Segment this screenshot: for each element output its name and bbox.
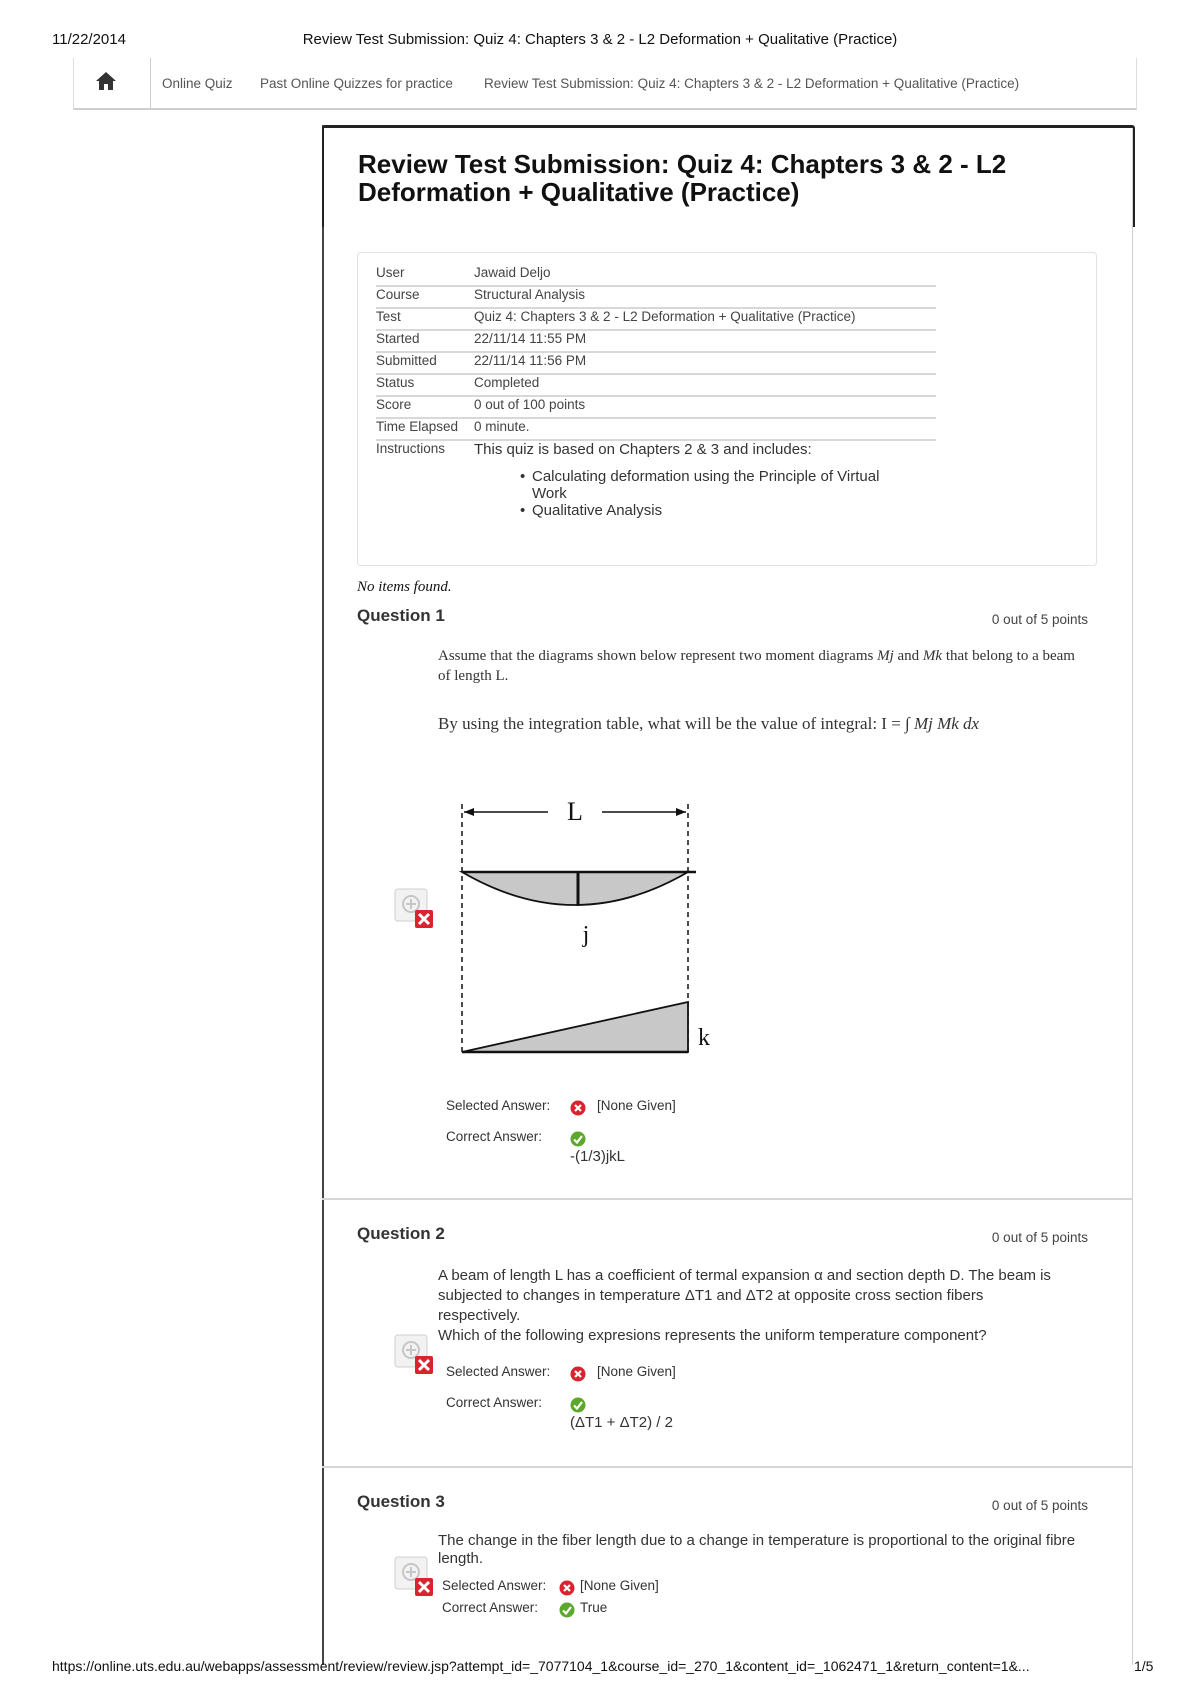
correct-answer-label: Correct Answer: <box>446 1395 543 1410</box>
question-divider <box>322 1466 1133 1468</box>
print-page-number: 1/5 <box>1134 1658 1154 1674</box>
list-item: • Qualitative Analysis <box>518 502 898 519</box>
details-row: Submitted 22/11/14 11:56 PM <box>376 352 936 374</box>
correct-icon <box>559 1602 575 1618</box>
print-title: Review Test Submission: Quiz 4: Chapters 3 & 2 - L2 Deformation + Qualitative (Practice) <box>302 31 898 48</box>
question-2-title: Question 2 <box>357 1224 445 1243</box>
j-label: j <box>582 922 590 948</box>
instructions-text: This quiz is based on Chapters 2 & 3 and includes: <box>474 441 812 458</box>
question-2-text: A beam of length L has a coefficient of termal expansion α and section depth D. The beam is subjected to changes in temperature ΔT1 and ΔT2 at opposite cross section fibers respectively. Which of the following expresions represents the uniform temperature component? <box>438 1267 1051 1344</box>
correct-answer-value: -(1/3)jkL <box>570 1148 626 1165</box>
incorrect-grade-icon <box>394 888 436 930</box>
details-table <box>376 265 936 519</box>
title-box <box>322 125 1135 227</box>
question-1-title: Question 1 <box>357 606 445 625</box>
details-row: Status Completed <box>376 374 936 396</box>
selected-answer-value: [None Given] <box>597 1098 676 1113</box>
details-row: Score 0 out of 100 points <box>376 396 936 418</box>
k-label: k <box>698 1025 710 1051</box>
details-row: User Jawaid Deljo <box>376 265 936 286</box>
details-row: Test Quiz 4: Chapters 3 & 2 - L2 Deformation + Qualitative (Practice) <box>376 308 936 330</box>
list-item: • Calculating deformation using the Principle of Virtual Work <box>518 468 898 502</box>
correct-answer-value: True <box>580 1600 608 1615</box>
incorrect-grade-icon <box>394 1334 436 1376</box>
moment-diagram <box>450 790 730 1060</box>
question-1-points: 0 out of 5 points <box>991 612 1088 627</box>
breadcrumb <box>73 58 1137 110</box>
selected-answer-value: [None Given] <box>580 1578 659 1593</box>
selected-answer-label: Selected Answer: <box>446 1098 551 1113</box>
question-1-text: Assume that the diagrams shown below represent two moment diagrams Mj and Mk that belong to a beam of length L. <box>438 648 1075 684</box>
page-title: Review Test Submission: Quiz 4: Chapters 3 & 2 - L2 Deformation + Qualitative (Practice) <box>358 149 1007 207</box>
correct-answer-value: (ΔT1 + ΔT2) / 2 <box>570 1414 673 1431</box>
question-3-points: 0 out of 5 points <box>991 1498 1088 1513</box>
incorrect-icon <box>559 1580 575 1596</box>
question-3-title: Question 3 <box>357 1492 445 1511</box>
breadcrumb-item-online-quiz[interactable]: Online Quiz <box>162 76 233 91</box>
no-items-message: No items found. <box>357 579 452 595</box>
breadcrumb-item-past-quizzes[interactable]: Past Online Quizzes for practice <box>260 76 453 91</box>
home-button[interactable] <box>74 58 151 108</box>
incorrect-icon <box>570 1100 586 1116</box>
details-row-instructions: Instructions This quiz is based on Chapters 2 & 3 and includes: • Calculating deformation using the Principle of Virtual Work • Qualitative Analysis <box>376 440 936 519</box>
selected-answer-label: Selected Answer: <box>442 1578 547 1593</box>
details-row: Time Elapsed 0 minute. <box>376 418 936 440</box>
home-icon <box>95 71 117 91</box>
correct-icon <box>570 1131 586 1147</box>
question-2-points: 0 out of 5 points <box>991 1230 1088 1245</box>
print-url: https://online.uts.edu.au/webapps/assessment/review/review.jsp?attempt_id=_7077104_1&course_id=_270_1&content_id=_1062471_1&return_content=1&... <box>52 1658 1030 1674</box>
question-1-integral-text: By using the integration table, what will be the value of integral: I = ∫ Mj Mk dx <box>438 714 980 733</box>
selected-answer-label: Selected Answer: <box>446 1364 551 1379</box>
length-label: L <box>567 797 583 826</box>
print-date: 11/22/2014 <box>52 31 126 48</box>
correct-answer-label: Correct Answer: <box>446 1129 543 1144</box>
selected-answer-value: [None Given] <box>597 1364 676 1379</box>
correct-icon <box>570 1397 586 1413</box>
details-row: Course Structural Analysis <box>376 286 936 308</box>
breadcrumb-item-current: Review Test Submission: Quiz 4: Chapters 3 & 2 - L2 Deformation + Qualitative (Practice) <box>484 76 1020 91</box>
submission-details <box>357 252 1097 566</box>
correct-answer-label: Correct Answer: <box>442 1600 539 1615</box>
instructions-list <box>518 468 898 519</box>
question-divider <box>322 1198 1133 1200</box>
incorrect-grade-icon <box>394 1556 436 1598</box>
question-3-text: The change in the fiber length due to a change in temperature is proportional to the original fibre length. <box>438 1532 1076 1567</box>
incorrect-icon <box>570 1366 586 1382</box>
details-row: Started 22/11/14 11:55 PM <box>376 330 936 352</box>
